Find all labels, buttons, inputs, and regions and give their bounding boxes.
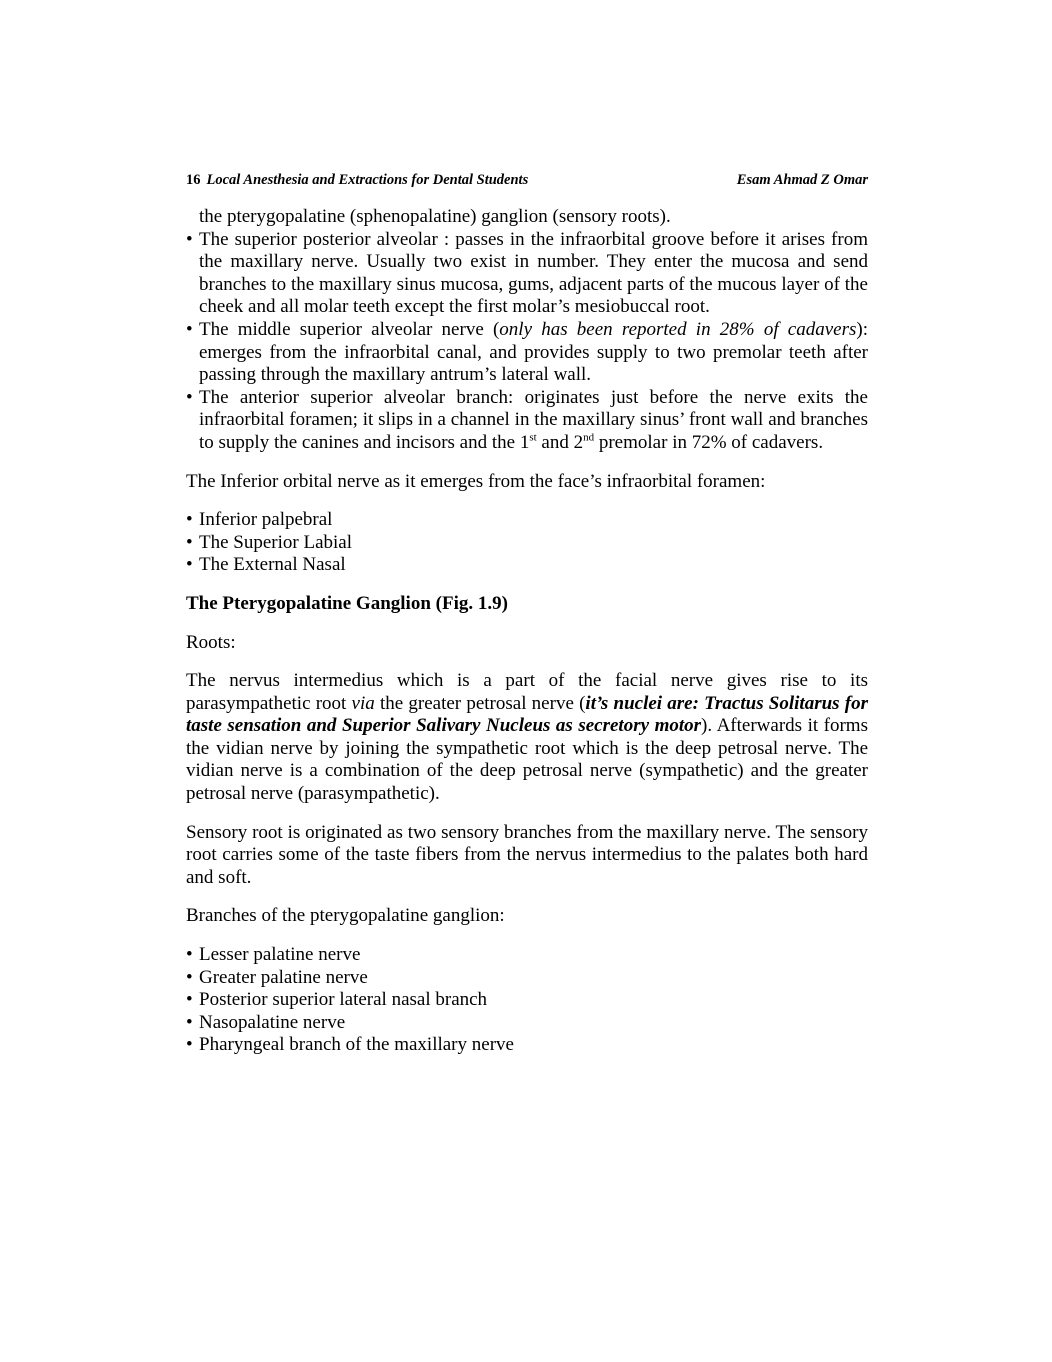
list-item-text: The anterior superior alveolar branch: originates just before the nerve exits the infraorbital foramen; it slips in a channel in the maxillary sinus’ front wall and branches to supply the canines and incisors and the 1 xyxy=(199,386,868,453)
page-number: 16 xyxy=(186,172,201,188)
page-body xyxy=(186,206,868,1057)
list-item-text: ): emerges from the infraorbital canal, and provides supply to two premolar teeth after passing through the maxillary antrum’s lateral wall. xyxy=(199,318,868,386)
list-item-text: premolar in 72% of cadavers. xyxy=(594,431,824,453)
section-heading: The Pterygopalatine Ganglion (Fig. 1.9) xyxy=(186,592,508,614)
running-header xyxy=(186,170,868,190)
alveolar-branch-list xyxy=(186,229,868,455)
roots-label: Roots: xyxy=(186,631,236,653)
paragraph-nervus-intermedius xyxy=(186,670,868,806)
list-item: • Pharyngeal branch of the maxillary nerve xyxy=(186,1034,868,1057)
paragraph-inferior-orbital: The Inferior orbital nerve as it emerges from the face’s infraorbital foramen: xyxy=(186,470,766,492)
superscript: st xyxy=(529,431,537,444)
inferior-orbital-branch-list xyxy=(186,509,868,577)
author-name: Esam Ahmad Z Omar xyxy=(736,172,868,188)
list-item: • Greater palatine nerve xyxy=(186,967,868,990)
paragraph-text: The nervus intermedius which is a part of the facial nerve gives rise to its parasympathetic root xyxy=(186,670,868,714)
list-item: • Inferior palpebral xyxy=(186,509,868,532)
list-item: • Lesser palatine nerve xyxy=(186,944,868,967)
superscript: nd xyxy=(583,431,595,444)
paragraph-text: ). Afterwards it forms the vidian nerve by joining the sympathetic root which is the deep petrosal nerve. The vidian nerve is a combination of the deep petrosal nerve (sympathetic) and the greater petrosal nerve (parasympathetic). xyxy=(186,715,868,805)
italic-text: via xyxy=(351,692,375,714)
list-item-text: The middle superior alveolar nerve ( xyxy=(199,318,500,340)
list-item-text: The superior posterior alveolar : passes in the infraorbital groove before it arises from the maxillary nerve. Usually two exist in number. They enter the mucosa and send branches to the maxillary sinus mucosa, gums, adjacent parts of the mucous layer of the cheek and all molar teeth except the first molar’s mesiobuccal root. xyxy=(199,228,868,318)
branches-label: Branches of the pterygopalatine ganglion: xyxy=(186,905,505,927)
continuation-text: the pterygopalatine (sphenopalatine) ganglion (sensory roots). xyxy=(199,206,671,227)
list-item xyxy=(186,319,868,387)
list-item: • The External Nasal xyxy=(186,554,868,577)
list-item-text: and 2 xyxy=(536,431,584,453)
ganglion-branch-list xyxy=(186,944,868,1057)
list-item: • Nasopalatine nerve xyxy=(186,1012,868,1035)
paragraph-sensory-root: Sensory root is originated as two sensory branches from the maxillary nerve. The sensory root carries some of the taste fibers from the nervus intermedius to the palates both hard and soft. xyxy=(186,821,868,888)
book-title: Local Anesthesia and Extractions for Dental Students xyxy=(206,172,529,188)
list-item xyxy=(186,229,868,319)
italic-text: only has been reported in 28% of cadavers xyxy=(499,318,857,340)
bold-italic-text: it’s nuclei are: Tractus Solitarus for taste sensation and Superior Salivary Nucleus as secretory motor xyxy=(186,692,868,737)
paragraph-text: the greater petrosal nerve ( xyxy=(374,692,586,714)
list-item: • The Superior Labial xyxy=(186,532,868,555)
list-item: • Posterior superior lateral nasal branch xyxy=(186,989,868,1012)
list-item xyxy=(186,387,868,455)
